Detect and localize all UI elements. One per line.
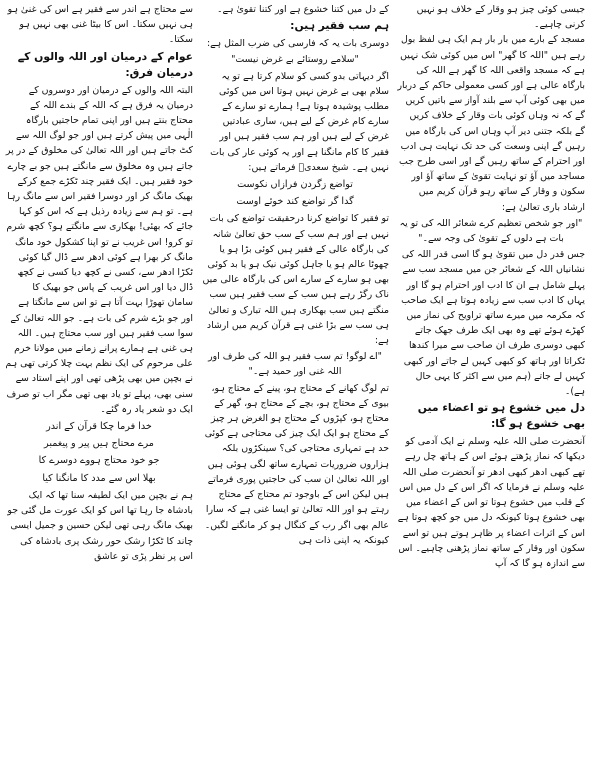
paragraph: مسجد کے بارے میں بار بار ہم ایک ہی لفظ بول رہے ہیں "اللہ کا گھر" اس میں کوئی شک نہیں ہے کہ مسجد واقعی اللہ کا گھر ہے اللہ کی بارگاہ عالی ہے اور کسی معمولی حاکم کے دربار میں بھی کوئی آپ سے بلند آواز سے باتیں کریں گے کہ نہ وہاں کوئی بات وقار کے خلاف کریں گے بلکہ جتنی دیر آپ وہاں اس کی بارگاہ میں رہیں گے اپنی وسعت کی حد تک نہایت ہی ادب اور احترام کے ساتھ رہیں گے اور اسی طرح جب مساجد میں آؤ تو نہایت تقویٰ کے ساتھ آؤ اور سکون و وقار کے ساتھ رہو قرآن کریم میں ارشاد باری تعالیٰ ہے: bbox=[397, 34, 585, 213]
paragraph: تو فقیر کا تواضع کرنا درحقیقت تواضع کی بات نہیں ہے اور ہم سب کے سب حق تعالیٰ شانہ کی بارگاہ عالی کے فقیر ہیں کوئی بڑا ہو یا چھوٹا عالم ہو یا جاہل کوئی نیک ہو یا بد کوئی بھی ہو سارے کے سارے اس کی بارگاہ عالی میں ناک رگڑ رہے ہیں سب کے سب فقیر ہیں سب منگتے ہیں سب بھکاری ہیں اللہ تبارک و تعالیٰ ہی سب سے بڑا غنی ہے قرآن کریم میں ارشاد ہے: bbox=[202, 213, 389, 347]
quotation: "اے لوگو! تم سب فقیر ہو اللہ کی طرف اور اللہ غنی اور حمید ہے۔" bbox=[208, 351, 382, 378]
column-left bbox=[2, 2, 196, 765]
verse-line: جو خود محتاج ہووے دوسرے کا bbox=[38, 455, 160, 467]
section-heading: ہم سب فقیر ہیں: bbox=[290, 19, 389, 33]
text-columns bbox=[2, 2, 588, 765]
paragraph: آنحضرت صلی اللہ علیہ وسلم نے ایک آدمی کو دیکھا کہ نماز پڑھتے ہوئے اس کے ہاتھ چل رہے تھے کبھی ادھر کبھی ادھر تو آنحضرت صلی اللہ علیہ وسلم نے فرمایا کہ اگر اس کے دل میں اس کے قلب میں خشوع ہوتا تو اس کے اعضاء میں بھی خشوع ہوتا کیونکہ دل میں جو کچھ ہوتا ہے اس کے اثرات اعضاء پر ظاہر ہوتے ہیں تو اسے سکون اور وقار کے ساتھ نماز پڑھنی چاہیے۔ اس سے اندازہ ہو گا کہ آپ bbox=[397, 436, 585, 569]
paragraph: جیسی کوئی چیز ہو وقار کے خلاف ہو نہیں کرنی چاہیے۔ bbox=[416, 4, 585, 31]
verse-line: گدا گر تواضع کند خوئے اوست bbox=[236, 196, 354, 208]
paragraph: جس قدر دل میں تقویٰ ہو گا اسی قدر اللہ کی نشانیاں اللہ کے شعائر جن میں مسجد سب سے پہلے شامل ہے ان کا ادب اور احترام ہو گا اور یہاں کا ادب سب سے زیادہ ہوتا ہے ایک صاحب کہ مکرمہ میں میرے ساتھ تراویح کی نماز میں کھڑے ہوئے تھے وہ بھی ایک طرف جھک جاتے کبھی دوسری طرف ان صاحب سے میرا کندھا ٹکراتا اور ہاتھ کو کبھی کہیں لے جاتے اور کبھی کہیں لے جاتے (ہم میں سے اکثر کا یہی حال ہے)۔ bbox=[401, 249, 585, 398]
column-right bbox=[394, 2, 588, 765]
paragraph: ہم نے بچپن میں ایک لطیفہ سنا تھا کہ ایک بادشاہ جا رہا تھا اس کو ایک عورت مل گئی جو بھیک مانگ رہی تھی لیکن حسین و جمیل ایسی چاند کا ٹکڑا رشک حور رشک پری بادشاہ کی اس پر نظر پڑی تو عاشق bbox=[7, 489, 193, 562]
column-middle bbox=[198, 2, 392, 765]
verse-line: خدا فرما چکا قرآن کے اندر bbox=[46, 421, 152, 433]
paragraph: دوسری بات یہ کہ فارسی کی ضرب المثل ہے: bbox=[207, 38, 389, 50]
verse-line: مرے محتاج ہیں پیر و پیغمبر bbox=[44, 438, 154, 450]
paragraph: کے دل میں کتنا خشوع ہے اور کتنا تقویٰ ہے۔ bbox=[217, 4, 389, 15]
quotation: "اور جو شخص تعظیم کرے شعائر اللہ کی تو یہ بات ہے دلوں کے تقویٰ کی وجہ سے۔" bbox=[399, 217, 583, 245]
paragraph: سے محتاج ہے اندر سے فقیر ہے اس کی غنیٰ ہو ہی نہیں سکتا۔ اس کا بیٹا غنی بھی نہیں ہو سکتا۔ bbox=[7, 4, 193, 46]
paragraph: البتہ اللہ والوں کے درمیان اور دوسروں کے درمیان یہ فرق ہے کہ اللہ کے بندے اللہ کے محتاج بنتے ہیں اور اپنی تمام حاجتیں بارگاہ الٰہی میں پیش کرتے ہیں اور جو لوگ اللہ سے کٹ جاتے ہیں اور اللہ تعالیٰ کی مخلوق کے در پر جاتے ہیں وہ مخلوق سے مانگتے ہیں جو بے چارے خود فقیر ہیں۔ ایک فقیر چند ٹکڑے جمع کرکے بھیک مانگ کر اور دوسرا فقیر اس سے مانگ رہا ہے۔ تو ہم سے زیادہ رذیل ہے کہ اس کو کہا جائے کہ بھئی! بھکاری سے مانگتے ہو؟ کچھ شرم تو کرو! اس غریب نے تو اپنا کشکول خود مانگ مانگ کر بھرا ہے کوئی ادھر سے ڈال گیا کوئی ٹکڑا ادھر سے، کسی نے کچھ دیا کسی نے کچھ ڈال دیا اور اس غریب کے پاس جو بھیک کا سامان تھوڑا بہت آتا ہے تو اس سے مانگتا ہے اور جو بڑے شرم کی بات ہے۔ جو اللہ تعالیٰ کے سوا سب فقیر ہیں اور سب محتاج ہیں۔ اللہ ہی غنی ہے ہمارے پرانے زمانے میں مولانا خرم علی مرحوم کی ایک نظم بہت چلا کرتی تھی ہم نے بچپن میں بھی پڑھی تھی اور اپنے استاد سے سنی بھی، پہلے تو یاد بھی تھی مگر اب تو صرف ایک دو شعر یاد رہ گئے۔ bbox=[5, 84, 193, 415]
section-heading: دل میں خشوع ہو تو اعضاء میں بھی خشوع ہو گا: bbox=[417, 401, 585, 431]
paragraph: اگر دیہاتی بدو کسی کو سلام کرتا ہے تو یہ سلام بھی بے غرض نہیں ہوتا اس میں کوئی مطلب پوشیدہ ہوتا ہے! ہمارے تو سارے کے سارے کام غرض کے لیے ہیں، ساری عبادتیں غرض کے لیے ہیں اور ہم سب فقیر ہیں اور فقیر کا کام مانگنا ہے اور یہ کوئی عار کی بات نہیں ہے۔ شیخ سعدیؒ فرماتے ہیں: bbox=[210, 70, 389, 173]
section-heading: عوام کے درمیان اور اللہ والوں کے درمیان فرق: bbox=[17, 49, 193, 79]
verse-line: تواضع زگردن فرازاں نکوست bbox=[237, 179, 353, 191]
verse-line: بھلا اس سے مدد کا مانگنا کیا bbox=[42, 472, 156, 484]
paragraph: تم لوگ کھانے کے محتاج ہو، پینے کے محتاج ہو، بیوی کے محتاج ہو، بچے کے محتاج ہو، گھر کے محتاج ہو، کپڑوں کے محتاج ہو الغرض ہر چیز کے محتاج ہو ایک ایک چیز کی محتاجی ہے کوئی حد ہے تمہاری محتاجی کی؟ سینکڑوں بلکہ ہزاروں ضروریات تمہارے ساتھ لگی ہوئی ہیں اور اللہ تعالیٰ ان سب کی حاجتیں پوری فرماتے ہیں لیکن اس کے باوجود تم محتاج کے محتاج رہتے ہو اور اللہ تعالیٰ تو ایسا غنی ہے کہ سارا عالم بھی اگر رب کے کنگال ہو کر مانگنے لگیں۔ کیونکہ یہ اپنی ذات ہی bbox=[204, 382, 389, 546]
quotation: "سلامے روستائے بے غرض نیست" bbox=[231, 54, 359, 66]
